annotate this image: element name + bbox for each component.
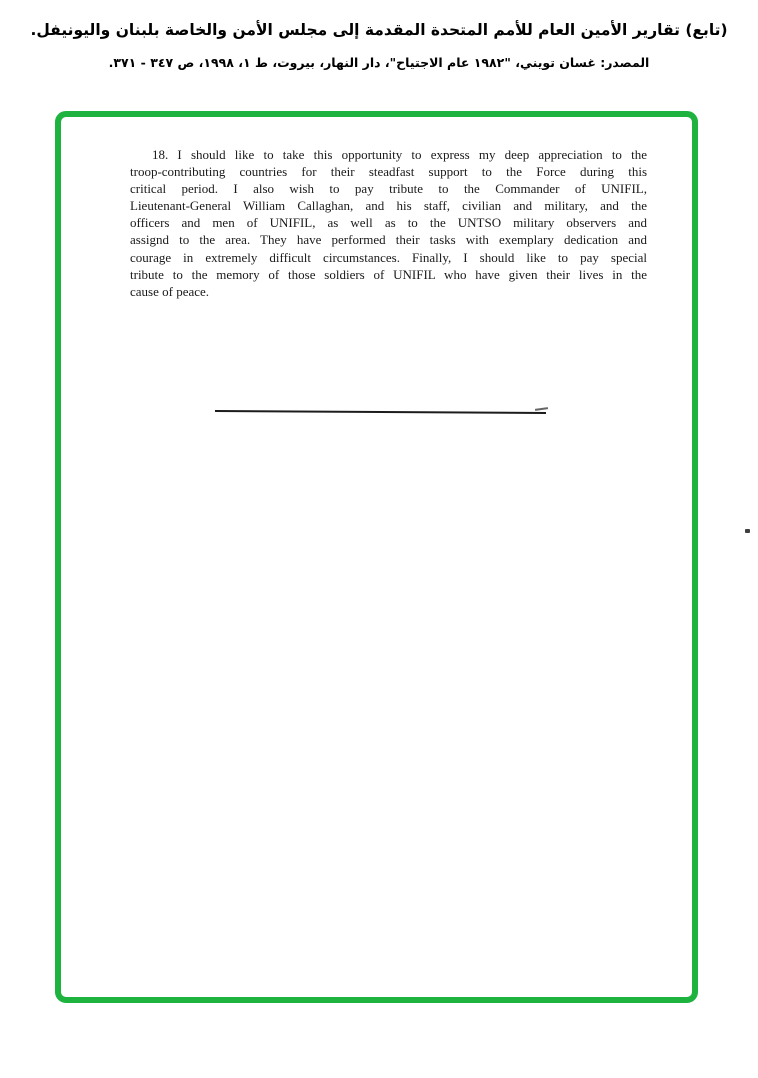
paragraph-line: 18. I should like to take this opportunity to express my deep appreciation to the bbox=[152, 147, 647, 162]
paragraph-18 bbox=[130, 146, 647, 300]
scan-speck bbox=[745, 529, 750, 533]
document-title-arabic: (تابع) تقارير الأمين العام للأمم المتحدة المقدمة إلى مجلس الأمن والخاصة بلبنان واليونيفل. bbox=[30, 21, 728, 39]
paragraph-line: troop-contributing countries for their steadfast support to the Force during this bbox=[130, 164, 647, 180]
paragraph-line: tribute to the memory of those soldiers of UNIFIL who have given their lives in the bbox=[130, 266, 647, 282]
source-citation-arabic: المصدر: غسان تويني، "١٩٨٢ عام الاجتياح"، دار النهار، بيروت، ط ١، ١٩٩٨، ص ٣٤٧ - ٣٧١. bbox=[108, 55, 650, 70]
paragraph-line: courage in extremely difficult circumstances. Finally, I should like to pay special bbox=[130, 249, 647, 265]
paragraph-line: critical period. I also wish to pay tribute to the Commander of UNIFIL, bbox=[130, 181, 647, 197]
paragraph-line: assignd to the area. They have performed their tasks with exemplary dedication and bbox=[130, 232, 647, 248]
paragraph-line: officers and men of UNIFIL, as well as to the UNTSO military observers and bbox=[130, 215, 647, 231]
paragraph-line: Lieutenant-General William Callaghan, and his staff, civilian and military, and the bbox=[130, 198, 647, 214]
paragraph-line: cause of peace. bbox=[130, 283, 210, 299]
